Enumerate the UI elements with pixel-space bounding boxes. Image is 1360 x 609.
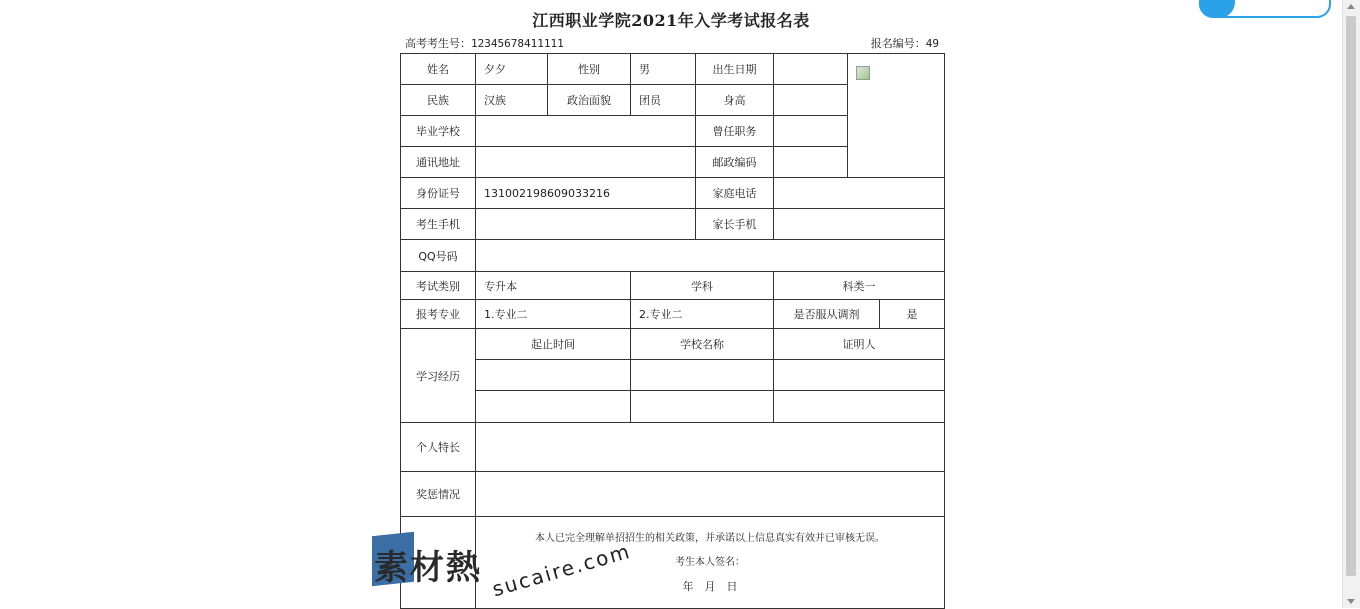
label-qq: QQ号码 (401, 240, 476, 272)
label-home-phone: 家庭电话 (696, 178, 774, 209)
label-birth: 出生日期 (696, 54, 774, 85)
value-home-phone (774, 178, 945, 209)
value-awards (476, 472, 945, 517)
label-name: 姓名 (401, 54, 476, 85)
declaration-text: 本人已完全理解单招招生的相关政策，并承诺以上信息真实有效并已审核无误。 (535, 532, 885, 544)
scroll-up-arrow-icon[interactable] (1347, 4, 1355, 9)
registration-number: 报名编号：49 (870, 37, 939, 50)
label-category: 科类一 (774, 272, 945, 300)
header-period: 起止时间 (476, 329, 631, 360)
floating-badge[interactable] (1199, 0, 1331, 18)
study-row-2-school (631, 391, 774, 423)
value-postcode (774, 147, 848, 178)
label-postcode: 邮政编码 (696, 147, 774, 178)
label-political: 政治面貌 (548, 85, 631, 116)
label-subject: 学科 (631, 272, 774, 300)
value-qq (476, 240, 945, 272)
value-specialty (476, 423, 945, 472)
photo-cell (848, 54, 945, 178)
label-id-number: 身份证号 (401, 178, 476, 209)
signature-date: 年 月 日 (682, 579, 738, 593)
badge-dot-icon (1199, 0, 1235, 18)
label-school: 毕业学校 (401, 116, 476, 147)
study-row-2-period (476, 391, 631, 423)
study-row-1-school (631, 360, 774, 391)
value-address (476, 147, 696, 178)
photo-image-icon (856, 66, 870, 80)
label-study-history: 学习经历 (401, 329, 476, 423)
value-exam-type: 专升本 (476, 272, 631, 300)
study-row-1-witness (774, 360, 945, 391)
watermark-cn: 素材熱 (374, 548, 482, 588)
label-mobile: 考生手机 (401, 209, 476, 240)
watermark-logo (372, 528, 634, 602)
label-adjust: 是否服从调剂 (774, 300, 880, 329)
value-height (774, 85, 848, 116)
value-parent-mobile (774, 209, 945, 240)
page-title: 江西职业学院2021年入学考试报名表 (532, 11, 810, 30)
label-awards: 奖惩情况 (401, 472, 476, 517)
header-witness: 证明人 (774, 329, 945, 360)
label-address: 通讯地址 (401, 147, 476, 178)
signature-label: 考生本人签名： (675, 556, 745, 568)
label-gender: 性别 (548, 54, 631, 85)
exam-number: 高考考生号：12345678411111 (405, 37, 564, 50)
scroll-down-arrow-icon[interactable] (1347, 599, 1355, 604)
registration-form (400, 53, 945, 609)
value-major-1: 1.专业二 (476, 300, 631, 329)
label-height: 身高 (696, 85, 774, 116)
label-parent-mobile: 家长手机 (696, 209, 774, 240)
value-political: 团员 (631, 85, 696, 116)
value-major-2: 2.专业二 (631, 300, 774, 329)
study-row-2-witness (774, 391, 945, 423)
value-id-number: 131002198609033216 (476, 178, 696, 209)
label-position: 曾任职务 (696, 116, 774, 147)
value-gender: 男 (631, 54, 696, 85)
value-mobile (476, 209, 696, 240)
label-specialty: 个人特长 (401, 423, 476, 472)
label-ethnicity: 民族 (401, 85, 476, 116)
value-adjust: 是 (880, 300, 945, 329)
value-name: 夕夕 (476, 54, 548, 85)
header-school-name: 学校名称 (631, 329, 774, 360)
watermark-en: sucaire.com (489, 538, 634, 602)
value-position (774, 116, 848, 147)
scroll-thumb[interactable] (1346, 16, 1356, 576)
label-exam-type: 考试类别 (401, 272, 476, 300)
value-ethnicity: 汉族 (476, 85, 548, 116)
study-row-1-period (476, 360, 631, 391)
value-birth (774, 54, 848, 85)
label-major: 报考专业 (401, 300, 476, 329)
value-school (476, 116, 696, 147)
vertical-scrollbar[interactable] (1342, 0, 1360, 608)
